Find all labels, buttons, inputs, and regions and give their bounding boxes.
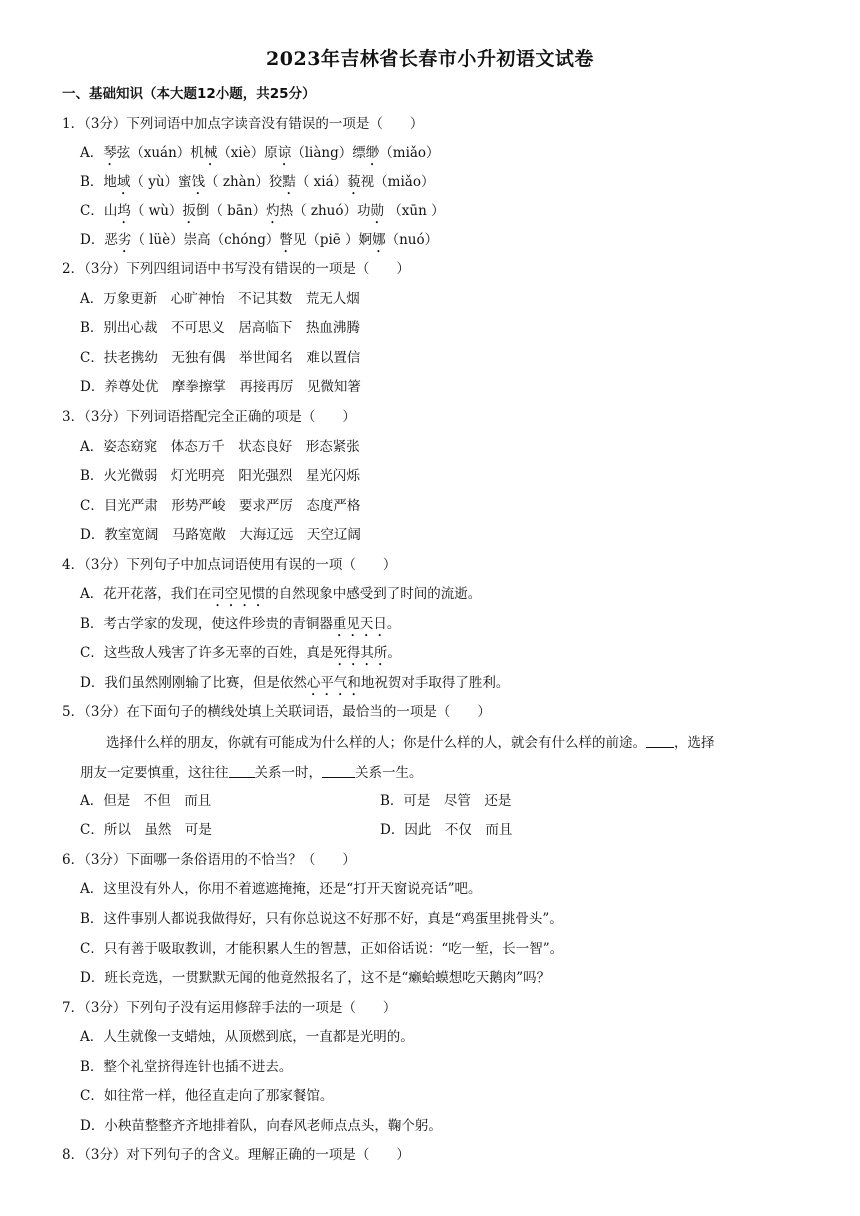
q3-option-b: B．火光微弱 灯光明亮 阳光强烈 星光闪烁 bbox=[80, 468, 360, 484]
q5-option-a: A．但是 不但 而且 bbox=[80, 793, 212, 809]
q7-option-a: A．人生就像一支蜡烛，从顶燃到底，一直都是光明的。 bbox=[80, 1029, 414, 1045]
q3-option-a: A．姿态窈窕 体态万千 状态良好 形态紧张 bbox=[80, 439, 360, 455]
q4-option-d: D．我们虽然刚刚输了比赛，但是依然心平气和地祝贺对手取得了胜利。 bbox=[80, 675, 510, 691]
q5-passage-line-1: 选择什么样的朋友，你就有可能成为什么样的人；你是什么样的人，就会有什么样的前途。 ，选择 bbox=[106, 735, 715, 751]
q5-option-d: D．因此 不仅 而且 bbox=[380, 822, 513, 838]
q2-option-b: B．别出心裁 不可思义 居高临下 热血沸腾 bbox=[80, 320, 360, 336]
q6-option-b: B．这件事别人都说我做得好，只有你总说这不好那不好，真是“鸡蛋里挑骨头”。 bbox=[80, 911, 563, 927]
blank-2 bbox=[229, 763, 255, 778]
q5-passage-line-2: 朋友一定要慎重，这往往 关系一时， 关系一生。 bbox=[80, 765, 423, 781]
question-8-stem: 8．（3分）对下列句子的含义。理解正确的一项是（ ） bbox=[62, 1147, 410, 1163]
q6-option-c: C．只有善于吸取教训，才能积累人生的智慧，正如俗话说：“吃一堑，长一智”。 bbox=[80, 941, 564, 957]
question-4-stem: 4．（3分）下列句子中加点词语使用有误的一项（ ） bbox=[62, 557, 397, 573]
q4-option-c: C．这些敌人残害了许多无辜的百姓，真是死得其所。 bbox=[80, 645, 401, 661]
q7-option-c: C．如往常一样，他径直走向了那家餐馆。 bbox=[80, 1088, 334, 1104]
q6-option-a: A．这里没有外人，你用不着遮遮掩掩，还是“打开天窗说亮话”吧。 bbox=[80, 881, 482, 897]
q3-option-d: D．教室宽阔 马路宽敞 大海辽远 天空辽阔 bbox=[80, 527, 361, 543]
question-6-stem: 6．（3分）下面哪一条俗语用的不恰当？（ ） bbox=[62, 852, 356, 868]
q6-option-d: D．班长竞选，一贯默默无闻的他竟然报名了，这不是“癞蛤蟆想吃天鹅肉”吗？ bbox=[80, 970, 551, 986]
q5-option-b: B．可是 尽管 还是 bbox=[380, 793, 512, 809]
q2-option-d: D．养尊处优 摩拳擦掌 再接再厉 见微知箸 bbox=[80, 379, 361, 395]
question-2-stem: 2．（3分）下列四组词语中书写没有错误的一项是（ ） bbox=[62, 261, 410, 277]
blank-1 bbox=[646, 733, 674, 748]
question-7-stem: 7．（3分）下列句子没有运用修辞手法的一项是（ ） bbox=[62, 1000, 397, 1016]
blank-3 bbox=[322, 763, 355, 778]
q1-option-b: B．地域（ yù）蜜饯（ zhàn）狡黠（ xiá）藐视（miǎo） bbox=[80, 174, 435, 190]
q4-option-a: A．花开花落，我们在司空见惯的自然现象中感受到了时间的流逝。 bbox=[80, 586, 482, 602]
q2-option-c: C．扶老携幼 无独有偶 举世闻名 难以置信 bbox=[80, 350, 361, 366]
q1-option-a: A．琴弦（xuán）机械（xiè）原谅（liàng）缥缈（miǎo） bbox=[80, 145, 440, 161]
section-heading: 一、基础知识（本大题12小题，共25分） bbox=[62, 86, 316, 102]
q1-option-c: C．山坞（ wù）扳倒（ bān）灼热（ zhuó）功勋 （xūn ） bbox=[80, 203, 445, 219]
question-3-stem: 3．（3分）下列词语搭配完全正确的项是（ ） bbox=[62, 409, 356, 425]
q1-option-d: D．恶劣（ lüè）崇高（chóng）瞥见（piē ）婀娜（nuó） bbox=[80, 232, 439, 248]
q2-option-a: A．万象更新 心旷神怡 不记其数 荒无人烟 bbox=[80, 291, 360, 307]
q3-option-c: C．目光严肃 形势严峻 要求严厉 态度严格 bbox=[80, 498, 361, 514]
question-5-stem: 5．（3分）在下面句子的横线处填上关联词语，最恰当的一项是（ ） bbox=[62, 704, 491, 720]
page-title: 2023年吉林省长春市小升初语文试卷 bbox=[266, 48, 594, 70]
q4-option-b: B．考古学家的发现，使这件珍贵的青铜器重见天日。 bbox=[80, 616, 401, 632]
question-1-stem: 1．（3分）下列词语中加点字读音没有错误的一项是（ ） bbox=[62, 116, 424, 132]
q5-option-c: C．所以 虽然 可是 bbox=[80, 822, 212, 838]
q7-option-d: D．小秧苗整整齐齐地排着队，向春风老师点点头，鞠个躬。 bbox=[80, 1118, 442, 1134]
q7-option-b: B．整个礼堂挤得连针也插不进去。 bbox=[80, 1059, 293, 1075]
